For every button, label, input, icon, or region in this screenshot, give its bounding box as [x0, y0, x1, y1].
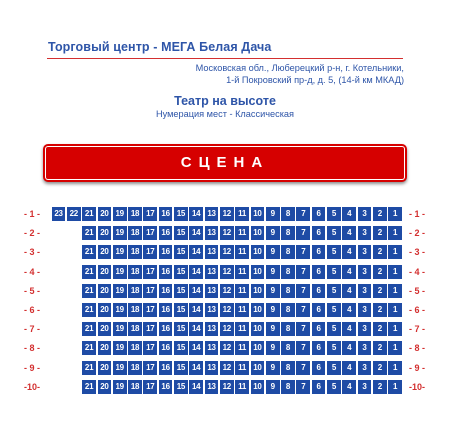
seat-row-2-3[interactable]: 3 — [358, 226, 372, 240]
seat-row-1-1[interactable]: 1 — [388, 207, 402, 221]
seat-row-9-7[interactable]: 7 — [296, 361, 310, 375]
seat-row-7-6[interactable]: 6 — [312, 322, 326, 336]
seat-row-3-11[interactable]: 11 — [235, 245, 249, 259]
seat-row-7-3[interactable]: 3 — [358, 322, 372, 336]
row-label-right: -10- — [408, 381, 425, 392]
title-divider — [47, 58, 403, 59]
seat-row-5-11[interactable]: 11 — [235, 284, 249, 298]
seat-row-7-14[interactable]: 14 — [189, 322, 203, 336]
seat-row-8-10[interactable]: 10 — [251, 341, 265, 355]
seat-row-1-12[interactable]: 12 — [220, 207, 234, 221]
seat-row-1-7[interactable]: 7 — [296, 207, 310, 221]
seat-row-7-19[interactable]: 19 — [113, 322, 127, 336]
seat-row-8-20[interactable]: 20 — [98, 341, 112, 355]
row-label-right: - 7 - — [408, 324, 425, 335]
seat-row-6-5[interactable]: 5 — [327, 303, 341, 317]
seat-row-1-8[interactable]: 8 — [281, 207, 295, 221]
seat-row-1-4[interactable]: 4 — [342, 207, 356, 221]
seat-row-3-3[interactable]: 3 — [358, 245, 372, 259]
seat-row-7-16[interactable]: 16 — [159, 322, 173, 336]
seat-row-2-7[interactable]: 7 — [296, 226, 310, 240]
seat-row-6-10[interactable]: 10 — [251, 303, 265, 317]
seat-row-8-11[interactable]: 11 — [235, 341, 249, 355]
seat-row-9-14[interactable]: 14 — [189, 361, 203, 375]
row-label-left: - 3 - — [23, 247, 40, 258]
seat-row-3-6[interactable]: 6 — [312, 245, 326, 259]
seat-row-2-8[interactable]: 8 — [281, 226, 295, 240]
seat-row-10-15[interactable]: 15 — [174, 380, 188, 394]
seat-row-6-9[interactable]: 9 — [266, 303, 280, 317]
seat-row-9-20[interactable]: 20 — [98, 361, 112, 375]
seat-row-6-18[interactable]: 18 — [128, 303, 142, 317]
seat-row-1-6[interactable]: 6 — [312, 207, 326, 221]
seat-row-6-3[interactable]: 3 — [358, 303, 372, 317]
seat-row-6-8[interactable]: 8 — [281, 303, 295, 317]
seat-row-4-21[interactable]: 21 — [82, 265, 96, 279]
seat-row-7-8[interactable]: 8 — [281, 322, 295, 336]
seat-row-8-17[interactable]: 17 — [143, 341, 157, 355]
seat-row-10-1[interactable]: 1 — [388, 380, 402, 394]
seat-row-7-13[interactable]: 13 — [205, 322, 219, 336]
seat-row-2-6[interactable]: 6 — [312, 226, 326, 240]
seat-row-4-9[interactable]: 9 — [266, 265, 280, 279]
seat-row-4-3[interactable]: 3 — [358, 265, 372, 279]
row-label-left: -10- — [23, 381, 40, 392]
seat-row-8-16[interactable]: 16 — [159, 341, 173, 355]
seat-row-1-17[interactable]: 17 — [143, 207, 157, 221]
seat-row-2-17[interactable]: 17 — [143, 226, 157, 240]
seat-row-8-1[interactable]: 1 — [388, 341, 402, 355]
seat-row-5-18[interactable]: 18 — [128, 284, 142, 298]
seat-row-6-20[interactable]: 20 — [98, 303, 112, 317]
row-label-right: - 2 - — [408, 228, 425, 239]
seat-row-6-12[interactable]: 12 — [220, 303, 234, 317]
seat-row-8-8[interactable]: 8 — [281, 341, 295, 355]
seat-row-1-11[interactable]: 11 — [235, 207, 249, 221]
seat-row-8-5[interactable]: 5 — [327, 341, 341, 355]
row-label-right: - 1 - — [408, 209, 425, 219]
seat-row-4-18[interactable]: 18 — [128, 265, 142, 279]
row-label-right: - 5 - — [408, 285, 425, 296]
seat-row-7-15[interactable]: 15 — [174, 322, 188, 336]
seat-row-4-11[interactable]: 11 — [235, 265, 249, 279]
seat-row-3-21[interactable]: 21 — [82, 245, 96, 259]
seat-row-9-8[interactable]: 8 — [281, 361, 295, 375]
seat-row-9-17[interactable]: 17 — [143, 361, 157, 375]
seat-row-2-5[interactable]: 5 — [327, 226, 341, 240]
seat-row-9-1[interactable]: 1 — [388, 361, 402, 375]
seat-row-8-21[interactable]: 21 — [82, 341, 96, 355]
seat-row-10-19[interactable]: 19 — [113, 380, 127, 394]
seat-row-2-13[interactable]: 13 — [205, 226, 219, 240]
seat-row-6-4[interactable]: 4 — [342, 303, 356, 317]
seat-row-2-21[interactable]: 21 — [82, 226, 96, 240]
seat-row-4-4[interactable]: 4 — [342, 265, 356, 279]
seat-row-5-1[interactable]: 1 — [388, 284, 402, 298]
seat-row-5-9[interactable]: 9 — [266, 284, 280, 298]
seat-row-10-21[interactable]: 21 — [82, 380, 96, 394]
seat-row-1-10[interactable]: 10 — [251, 207, 265, 221]
seat-row-8-13[interactable]: 13 — [205, 341, 219, 355]
seat-row-8-2[interactable]: 2 — [373, 341, 387, 355]
row-label-left: - 8 - — [23, 343, 40, 354]
seat-row-4-8[interactable]: 8 — [281, 265, 295, 279]
seat-row-4-16[interactable]: 16 — [159, 265, 173, 279]
row-label-left: - 4 - — [23, 266, 40, 277]
seat-row-10-8[interactable]: 8 — [281, 380, 295, 394]
seat-row-6-6[interactable]: 6 — [312, 303, 326, 317]
seat-row-4-15[interactable]: 15 — [174, 265, 188, 279]
seat-row-10-18[interactable]: 18 — [128, 380, 142, 394]
seat-row-2-18[interactable]: 18 — [128, 226, 142, 240]
seat-row-7-10[interactable]: 10 — [251, 322, 265, 336]
seat-row-7-21[interactable]: 21 — [82, 322, 96, 336]
seat-row-6-1[interactable]: 1 — [388, 303, 402, 317]
seat-row-3-19[interactable]: 19 — [113, 245, 127, 259]
row-label-left: - 7 - — [23, 324, 40, 335]
seat-row-5-21[interactable]: 21 — [82, 284, 96, 298]
seat-row-8-15[interactable]: 15 — [174, 341, 188, 355]
seat-row-3-12[interactable]: 12 — [220, 245, 234, 259]
seat-row-1-14[interactable]: 14 — [189, 207, 203, 221]
seat-row-2-20[interactable]: 20 — [98, 226, 112, 240]
seat-row-6-16[interactable]: 16 — [159, 303, 173, 317]
seat-row-8-3[interactable]: 3 — [358, 341, 372, 355]
seat-row-6-11[interactable]: 11 — [235, 303, 249, 317]
seat-row-10-11[interactable]: 11 — [235, 380, 249, 394]
seat-row-5-5[interactable]: 5 — [327, 284, 341, 298]
seat-row-1-9[interactable]: 9 — [266, 207, 280, 221]
seat-row-9-10[interactable]: 10 — [251, 361, 265, 375]
seat-row-2-2[interactable]: 2 — [373, 226, 387, 240]
seat-row-10-6[interactable]: 6 — [312, 380, 326, 394]
seat-numbering-note: Нумерация мест - Классическая — [155, 109, 295, 119]
seat-row-1-23[interactable]: 23 — [52, 207, 66, 221]
seat-row-2-11[interactable]: 11 — [235, 226, 249, 240]
seat-row-8-18[interactable]: 18 — [128, 341, 142, 355]
seat-row-5-7[interactable]: 7 — [296, 284, 310, 298]
seat-row-1-20[interactable]: 20 — [98, 207, 112, 221]
seat-row-10-4[interactable]: 4 — [342, 380, 356, 394]
seat-row-2-16[interactable]: 16 — [159, 226, 173, 240]
seat-row-9-15[interactable]: 15 — [174, 361, 188, 375]
seat-row-4-6[interactable]: 6 — [312, 265, 326, 279]
venue-title: Торговый центр - МЕГА Белая Дача — [48, 40, 272, 54]
seat-row-7-12[interactable]: 12 — [220, 322, 234, 336]
seat-row-1-3[interactable]: 3 — [358, 207, 372, 221]
row-label-right: - 9 - — [408, 362, 425, 373]
row-label-right: - 8 - — [408, 343, 425, 354]
seat-row-3-20[interactable]: 20 — [98, 245, 112, 259]
seat-row-5-20[interactable]: 20 — [98, 284, 112, 298]
seat-row-5-13[interactable]: 13 — [205, 284, 219, 298]
seat-row-9-13[interactable]: 13 — [205, 361, 219, 375]
seat-row-5-3[interactable]: 3 — [358, 284, 372, 298]
row-label-right: - 6 - — [408, 305, 425, 315]
seat-row-5-12[interactable]: 12 — [220, 284, 234, 298]
seat-row-5-15[interactable]: 15 — [174, 284, 188, 298]
seat-row-10-2[interactable]: 2 — [373, 380, 387, 394]
seat-row-5-4[interactable]: 4 — [342, 284, 356, 298]
row-label-left: - 9 - — [23, 362, 40, 373]
seat-row-9-16[interactable]: 16 — [159, 361, 173, 375]
seat-row-10-12[interactable]: 12 — [220, 380, 234, 394]
seat-row-6-7[interactable]: 7 — [296, 303, 310, 317]
seat-row-1-19[interactable]: 19 — [113, 207, 127, 221]
seat-row-7-5[interactable]: 5 — [327, 322, 341, 336]
seat-row-4-12[interactable]: 12 — [220, 265, 234, 279]
seat-row-7-17[interactable]: 17 — [143, 322, 157, 336]
seat-row-6-14[interactable]: 14 — [189, 303, 203, 317]
seat-row-3-2[interactable]: 2 — [373, 245, 387, 259]
seat-row-3-7[interactable]: 7 — [296, 245, 310, 259]
seat-row-2-1[interactable]: 1 — [388, 226, 402, 240]
seat-row-9-6[interactable]: 6 — [312, 361, 326, 375]
seat-row-10-20[interactable]: 20 — [98, 380, 112, 394]
seat-row-5-6[interactable]: 6 — [312, 284, 326, 298]
seat-row-10-7[interactable]: 7 — [296, 380, 310, 394]
seat-row-7-7[interactable]: 7 — [296, 322, 310, 336]
seat-row-4-10[interactable]: 10 — [251, 265, 265, 279]
seat-row-9-18[interactable]: 18 — [128, 361, 142, 375]
seat-row-4-20[interactable]: 20 — [98, 265, 112, 279]
seat-row-3-4[interactable]: 4 — [342, 245, 356, 259]
seat-row-8-7[interactable]: 7 — [296, 341, 310, 355]
seat-row-3-14[interactable]: 14 — [189, 245, 203, 259]
stage-banner: СЦЕНА — [45, 146, 405, 180]
seat-row-3-17[interactable]: 17 — [143, 245, 157, 259]
seat-row-5-8[interactable]: 8 — [281, 284, 295, 298]
seat-row-4-5[interactable]: 5 — [327, 265, 341, 279]
seat-row-7-1[interactable]: 1 — [388, 322, 402, 336]
seat-row-7-11[interactable]: 11 — [235, 322, 249, 336]
seat-row-4-19[interactable]: 19 — [113, 265, 127, 279]
seat-row-4-14[interactable]: 14 — [189, 265, 203, 279]
seat-row-5-16[interactable]: 16 — [159, 284, 173, 298]
row-label-left: - 5 - — [23, 285, 40, 296]
seat-row-4-1[interactable]: 1 — [388, 265, 402, 279]
seat-row-8-12[interactable]: 12 — [220, 341, 234, 355]
seat-row-9-19[interactable]: 19 — [113, 361, 127, 375]
seat-row-10-14[interactable]: 14 — [189, 380, 203, 394]
row-label-left: - 2 - — [23, 228, 40, 239]
seat-row-3-5[interactable]: 5 — [327, 245, 341, 259]
seat-row-9-4[interactable]: 4 — [342, 361, 356, 375]
seat-row-1-13[interactable]: 13 — [205, 207, 219, 221]
seat-row-10-16[interactable]: 16 — [159, 380, 173, 394]
seat-row-4-7[interactable]: 7 — [296, 265, 310, 279]
seat-row-6-2[interactable]: 2 — [373, 303, 387, 317]
seat-row-5-14[interactable]: 14 — [189, 284, 203, 298]
seat-row-2-10[interactable]: 10 — [251, 226, 265, 240]
seat-row-6-21[interactable]: 21 — [82, 303, 96, 317]
seat-row-5-10[interactable]: 10 — [251, 284, 265, 298]
seat-row-7-20[interactable]: 20 — [98, 322, 112, 336]
seat-row-7-2[interactable]: 2 — [373, 322, 387, 336]
address-line-2: 1-й Покровский пр-д, д. 5, (14-й км МКАД) — [226, 74, 404, 85]
seat-row-10-13[interactable]: 13 — [205, 380, 219, 394]
seat-row-7-9[interactable]: 9 — [266, 322, 280, 336]
seat-row-5-19[interactable]: 19 — [113, 284, 127, 298]
seat-row-10-9[interactable]: 9 — [266, 380, 280, 394]
seat-row-6-17[interactable]: 17 — [143, 303, 157, 317]
seat-row-9-11[interactable]: 11 — [235, 361, 249, 375]
seat-row-3-9[interactable]: 9 — [266, 245, 280, 259]
seat-row-9-5[interactable]: 5 — [327, 361, 341, 375]
seat-row-3-13[interactable]: 13 — [205, 245, 219, 259]
seat-row-9-2[interactable]: 2 — [373, 361, 387, 375]
seat-row-8-19[interactable]: 19 — [113, 341, 127, 355]
seat-row-3-15[interactable]: 15 — [174, 245, 188, 259]
seat-row-1-22[interactable]: 22 — [67, 207, 81, 221]
seat-row-5-17[interactable]: 17 — [143, 284, 157, 298]
seat-row-9-9[interactable]: 9 — [266, 361, 280, 375]
row-label-left: - 1 - — [23, 209, 40, 219]
seat-row-3-1[interactable]: 1 — [388, 245, 402, 259]
seat-row-1-5[interactable]: 5 — [327, 207, 341, 221]
seat-row-6-19[interactable]: 19 — [113, 303, 127, 317]
seat-row-3-18[interactable]: 18 — [128, 245, 142, 259]
seat-row-2-19[interactable]: 19 — [113, 226, 127, 240]
seat-row-7-4[interactable]: 4 — [342, 322, 356, 336]
venue-address — [196, 63, 404, 86]
seat-row-6-13[interactable]: 13 — [205, 303, 219, 317]
seat-row-2-12[interactable]: 12 — [220, 226, 234, 240]
seat-row-10-10[interactable]: 10 — [251, 380, 265, 394]
seat-row-8-4[interactable]: 4 — [342, 341, 356, 355]
seat-row-1-2[interactable]: 2 — [373, 207, 387, 221]
seat-row-1-15[interactable]: 15 — [174, 207, 188, 221]
seat-row-3-10[interactable]: 10 — [251, 245, 265, 259]
theater-name: Театр на высоте — [174, 94, 276, 108]
row-label-right: - 3 - — [408, 247, 425, 258]
seat-row-9-3[interactable]: 3 — [358, 361, 372, 375]
seat-row-5-2[interactable]: 2 — [373, 284, 387, 298]
seat-row-2-4[interactable]: 4 — [342, 226, 356, 240]
seat-row-6-15[interactable]: 15 — [174, 303, 188, 317]
seat-row-3-8[interactable]: 8 — [281, 245, 295, 259]
seat-row-8-9[interactable]: 9 — [266, 341, 280, 355]
seat-row-8-14[interactable]: 14 — [189, 341, 203, 355]
seat-row-2-14[interactable]: 14 — [189, 226, 203, 240]
seat-row-2-15[interactable]: 15 — [174, 226, 188, 240]
seat-row-1-16[interactable]: 16 — [159, 207, 173, 221]
seat-row-10-3[interactable]: 3 — [358, 380, 372, 394]
seat-row-4-2[interactable]: 2 — [373, 265, 387, 279]
seat-row-7-18[interactable]: 18 — [128, 322, 142, 336]
seat-row-4-13[interactable]: 13 — [205, 265, 219, 279]
seat-row-4-17[interactable]: 17 — [143, 265, 157, 279]
seat-row-2-9[interactable]: 9 — [266, 226, 280, 240]
seat-row-3-16[interactable]: 16 — [159, 245, 173, 259]
seat-row-1-18[interactable]: 18 — [128, 207, 142, 221]
address-line-1: Московская обл., Люберецкий р-н, г. Котельники, — [195, 63, 404, 73]
seat-row-8-6[interactable]: 6 — [312, 341, 326, 355]
seat-row-9-12[interactable]: 12 — [220, 361, 234, 375]
seat-row-9-21[interactable]: 21 — [82, 361, 96, 375]
seat-row-10-5[interactable]: 5 — [327, 380, 341, 394]
row-label-right: - 4 - — [408, 266, 425, 277]
seat-row-1-21[interactable]: 21 — [82, 207, 96, 221]
row-label-left: - 6 - — [23, 305, 40, 315]
seat-row-10-17[interactable]: 17 — [143, 380, 157, 394]
